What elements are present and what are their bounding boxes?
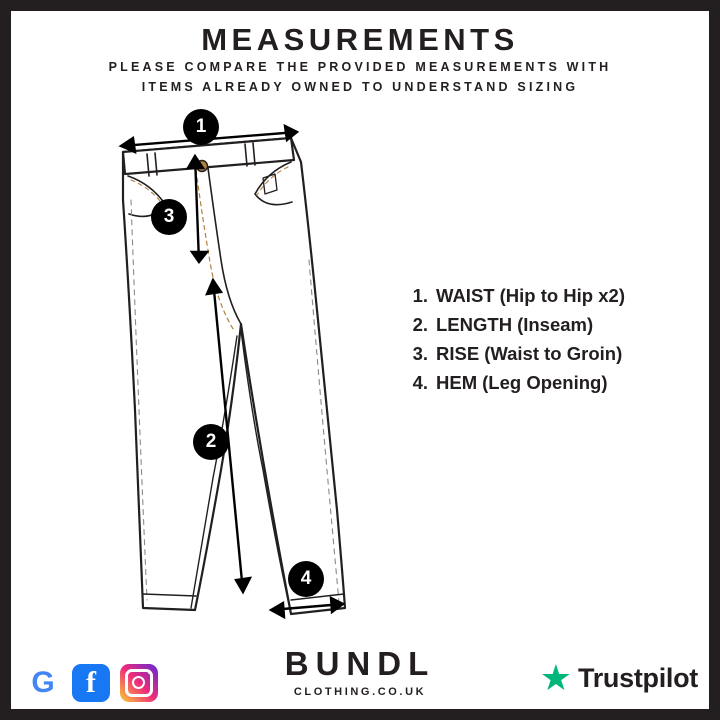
legend-description: (Inseam)	[517, 314, 594, 335]
legend-item-waist	[400, 285, 690, 307]
brand-domain: CLOTHING.CO.UK	[293, 686, 427, 698]
subtitle-line-2: ITEMS ALREADY OWNED TO UNDERSTAND SIZING	[141, 80, 579, 94]
legend-description: (Waist to Groin)	[484, 343, 623, 364]
facebook-icon[interactable]: f	[72, 664, 110, 702]
legend-number: 3.	[412, 343, 428, 364]
trustpilot-label: Trustpilot	[578, 662, 698, 693]
border-frame-right	[709, 0, 720, 720]
border-frame-top	[0, 0, 720, 11]
badge-hem: 4	[288, 561, 324, 597]
page-title: MEASUREMENTS	[201, 22, 519, 57]
legend-number: 4.	[412, 372, 428, 393]
star-icon: ★	[539, 657, 572, 698]
legend-description: (Leg Opening)	[482, 372, 608, 393]
badge-waist: 1	[183, 109, 219, 145]
brand-name: BUNDL	[284, 645, 436, 682]
legend-item-rise	[400, 343, 690, 365]
jeans-illustration	[95, 110, 385, 630]
instagram-icon[interactable]	[120, 664, 158, 702]
instagram-lens	[132, 676, 145, 689]
badge-rise: 3	[151, 199, 187, 235]
page-subtitle	[60, 57, 660, 97]
border-frame-left	[0, 0, 11, 720]
legend-label: LENGTH	[436, 314, 513, 335]
jeans-diagram	[95, 110, 385, 630]
legend-item-hem	[400, 372, 690, 394]
legend-label: RISE	[436, 343, 480, 364]
instagram-dot	[148, 671, 151, 674]
border-frame-bottom	[0, 709, 720, 720]
measurement-legend	[400, 285, 690, 401]
legend-item-length	[400, 314, 690, 336]
social-links	[24, 664, 158, 702]
legend-label: HEM	[436, 372, 478, 393]
subtitle-line-1: PLEASE COMPARE THE PROVIDED MEASUREMENTS WITH	[108, 60, 612, 74]
legend-description: (Hip to Hip x2)	[499, 285, 625, 306]
legend-number: 2.	[412, 314, 428, 335]
trustpilot-logo[interactable]	[539, 657, 698, 698]
badge-length: 2	[193, 424, 229, 460]
google-icon[interactable]: G	[24, 664, 62, 702]
legend-label: WAIST	[436, 285, 495, 306]
instagram-frame	[125, 669, 153, 697]
legend-number: 1.	[412, 285, 428, 306]
